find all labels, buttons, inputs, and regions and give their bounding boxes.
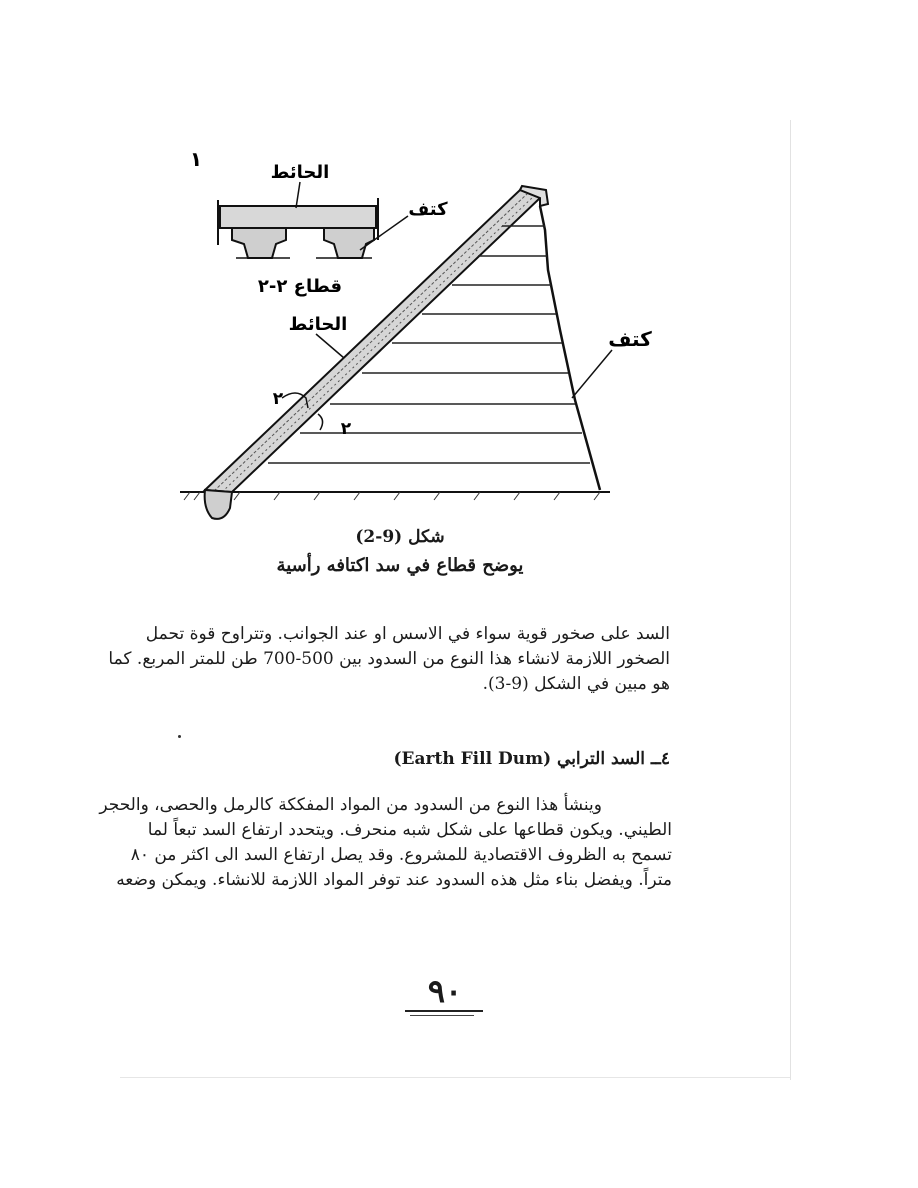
paragraph-line: وينشأ هذا النوع من السدود من المواد المفككة كالرمل والحصى، والحجر <box>99 795 602 815</box>
page-edge-bottom <box>120 1077 790 1078</box>
top-buttress-label: كتف <box>408 199 448 220</box>
figure-index-label: ١ <box>189 147 203 171</box>
speck <box>178 735 181 738</box>
paragraph-line: تسمح به الظروف الاقتصادية للمشروع. وقد يصل ارتفاع السد الى اكثر من ٨٠ <box>130 845 672 865</box>
section-heading-earth-fill-dam: ٤ــ السد الترابي (Earth Fill Dum) <box>393 749 670 769</box>
paragraph-line: هو مبين في الشكل (9-3). <box>482 674 670 694</box>
paragraph-line: الصخور اللازمة لانشاء هذا النوع من السدود بين 500-700 طن للمتر المربع. كما <box>108 649 670 669</box>
main-wall-label: الحائط <box>288 314 348 335</box>
paragraph-rock-foundation <box>108 622 670 697</box>
dam-section-figure <box>0 0 918 540</box>
section-mark-lower: ٢ <box>340 419 352 439</box>
page-number: ٩٠ <box>427 972 463 1010</box>
figure-caption-number: شكل (9-2) <box>355 527 445 547</box>
section-mark-upper: ٢ <box>272 389 284 409</box>
paragraph-line: السد على صخور قوية سواء في الاسس او عند الجوانب. وتتراوح قوة تحمل <box>145 624 670 644</box>
figure-caption-text: يوضح قطاع في سد اكتافه رأسية <box>276 555 524 576</box>
section-2-2-drawing <box>218 182 408 258</box>
page-number-underline <box>405 1010 483 1012</box>
section-label: قطاع ٢-٢ <box>257 276 343 297</box>
page-number-underline <box>410 1015 474 1016</box>
top-wall-label: الحائط <box>270 162 330 183</box>
paragraph-earth-fill-dam <box>99 793 672 893</box>
paragraph-line: متراً. ويفضل بناء مثل هذه السدود عند توفر المواد اللازمة للانشاء. ويمكن وضعه <box>116 870 672 890</box>
main-buttress-label: كتف <box>608 327 652 351</box>
paragraph-line: الطيني. ويكون قطاعها على شكل شبه منحرف. ويتحدد ارتفاع السد تبعاً لما <box>147 820 672 840</box>
